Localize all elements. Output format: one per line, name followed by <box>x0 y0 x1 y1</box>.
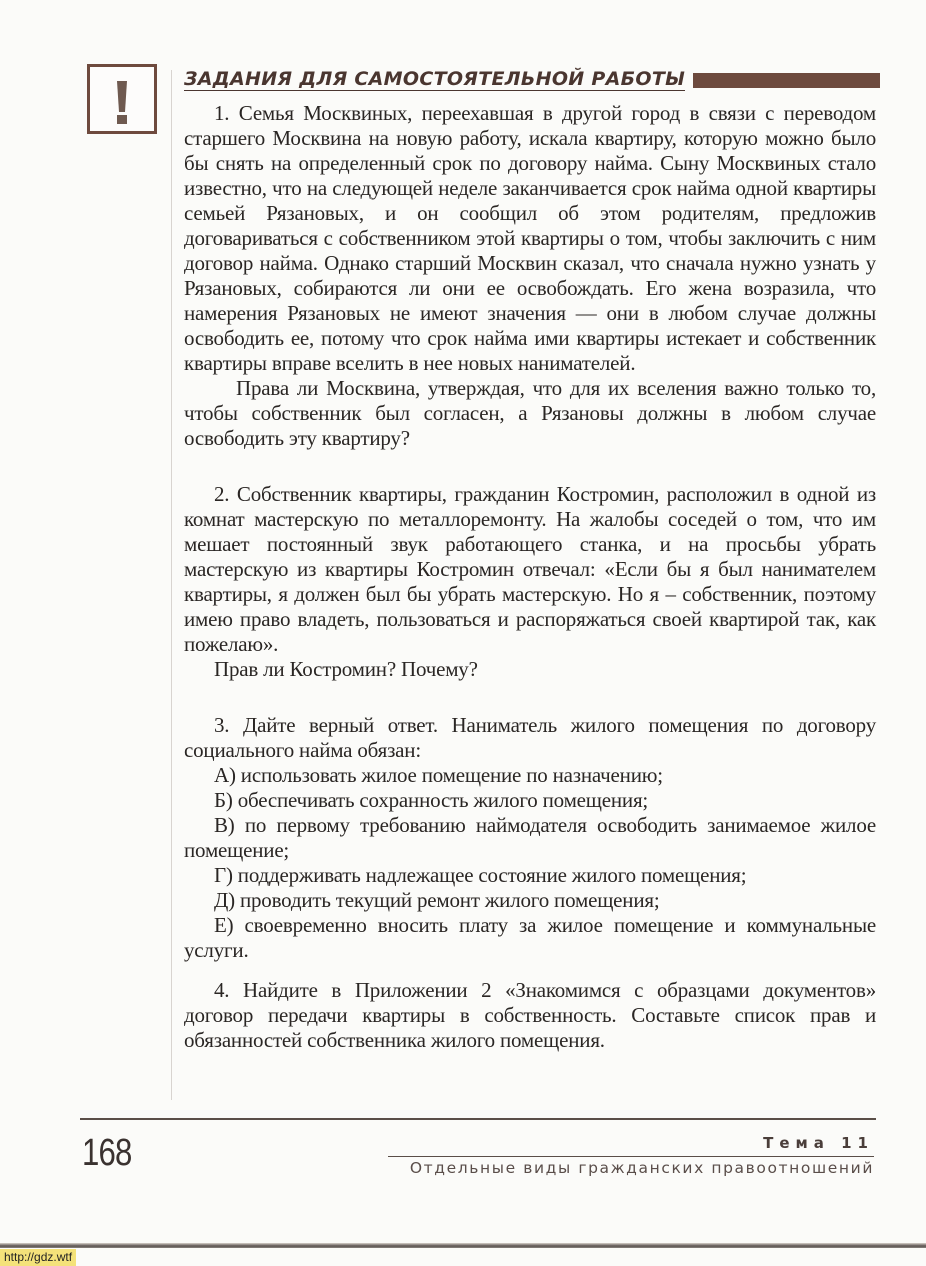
task-4 <box>184 978 876 1053</box>
section-header <box>184 64 880 94</box>
task-1 <box>184 101 876 451</box>
task-1-text: 1. Семья Москвиных, переехавшая в другой город в связи с переводом старшего Москвина на новую работу, искала квартиру, которую можно было бы снять на определенный срок по договору найма. Сыну Москвиных стало известно, что на следующей неделе заканчивается срок найма одной квартиры семьей Рязановых, и он сообщил об этом родителям, предложив договариваться с собственником этой квартиры о том, чтобы заключить с ним договор найма. Однако старший Москвин сказал, что сначала нужно узнать у Рязановых, собираются ли они ее освобождать. Его жена возразила, что намерения Рязановых не имеют значения — они в любом случае должны освободить ее, потому что срок найма ими квартиры истекает и собственник квартиры вправе вселить в нее новых нанимателей. <box>184 101 876 375</box>
section-title: ЗАДАНИЯ ДЛЯ САМОСТОЯТЕЛЬНОЙ РАБОТЫ <box>184 67 686 90</box>
section-title-bar <box>693 73 880 88</box>
task-3-option-v: В) по первому требованию наймодателя освободить занимаемое жилое помещение; <box>184 813 876 862</box>
theme-label: Тема 11 <box>763 1134 874 1152</box>
page-number: 168 <box>82 1132 132 1174</box>
task-2-text: 2. Собственник квартиры, гражданин Костромин, расположил в одной из комнат мастерскую по металлоремонту. На жалобы соседей о том, что им мешает постоянный звук работающего станка, и на просьбы убрать мастерскую из квартиры Костромин отвечал: «Если бы я был нанимателем квартиры, я должен был бы убрать мастерскую. Но я – собственник, поэтому имею право владеть, пользоваться и распоряжаться своей квартирой так, как пожелаю». <box>184 482 876 656</box>
exclamation-dot <box>117 115 127 124</box>
task-3-option-b: Б) обеспечивать сохранность жилого помещения; <box>214 788 649 812</box>
task-3-option-g: Г) поддерживать надлежащее состояние жилого помещения; <box>214 863 747 887</box>
task-2 <box>184 482 876 682</box>
page-edge <box>0 1243 926 1248</box>
margin-rule <box>171 70 172 1100</box>
exclamation-icon <box>87 64 157 134</box>
exclamation-stem <box>117 81 127 112</box>
task-3 <box>184 713 876 963</box>
task-3-option-a: А) использовать жилое помещение по назначению; <box>214 763 663 787</box>
tasks-content <box>184 101 876 1053</box>
task-3-intro: 3. Дайте верный ответ. Наниматель жилого помещения по договору социального найма обязан: <box>184 713 876 762</box>
theme-subtitle: Отдельные виды гражданских правоотношений <box>409 1159 874 1177</box>
theme-rule <box>388 1156 874 1157</box>
task-3-option-d: Д) проводить текущий ремонт жилого помещения; <box>214 888 660 912</box>
footer-rule <box>80 1118 876 1120</box>
task-1-question: Права ли Москвина, утверждая, что для их вселения важно только то, чтобы собственник был согласен, а Рязановы должны в любом случае освободить эту квартиру? <box>184 376 876 450</box>
task-2-question: Прав ли Костромин? Почему? <box>214 657 478 681</box>
task-4-text: 4. Найдите в Приложении 2 «Знакомимся с образцами документов» договор передачи квартиры в собственность. Составьте список прав и обязанностей собственника жилого помещения. <box>184 978 876 1052</box>
task-3-option-e: Е) своевременно вносить плату за жилое помещение и коммунальные услуги. <box>184 913 876 962</box>
watermark-link[interactable]: http://gdz.wtf <box>0 1249 76 1266</box>
